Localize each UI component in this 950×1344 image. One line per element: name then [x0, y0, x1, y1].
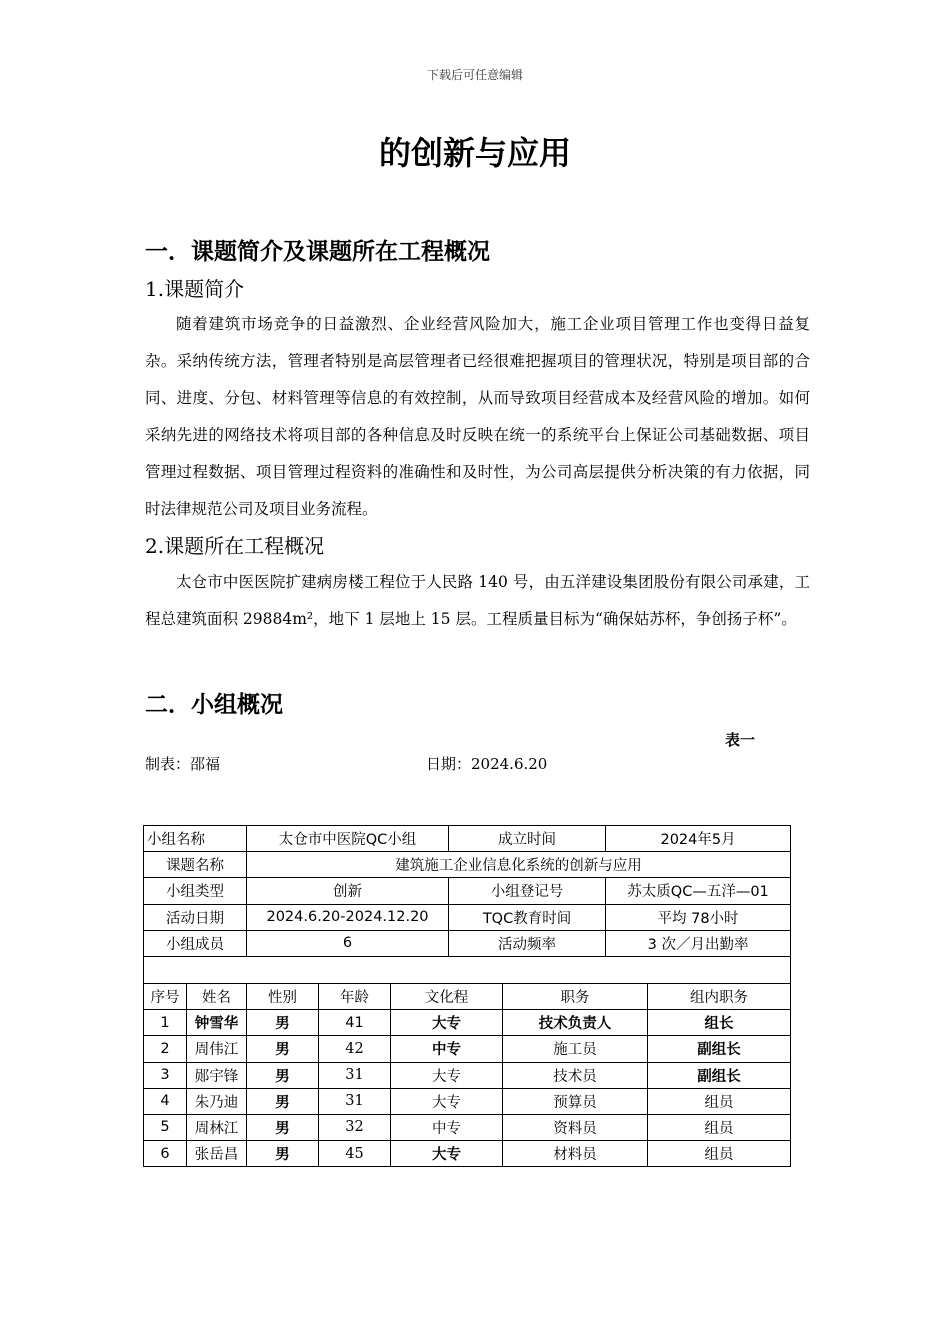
member-age: 45: [319, 1141, 391, 1167]
header-note: 下载后可任意编辑: [426, 68, 523, 82]
member-age: 31: [319, 1088, 391, 1114]
member-gender: 男: [247, 1088, 319, 1114]
member-age: 31: [319, 1062, 391, 1088]
group-name-label: 小组名称: [144, 826, 247, 852]
topic-value: 建筑施工企业信息化系统的创新与应用: [247, 852, 791, 878]
subsection-2-heading: 2.课题所在工程概况: [145, 534, 325, 558]
table-row: [144, 956, 791, 983]
group-overview-table: [143, 825, 790, 1167]
member-name: 张岳昌: [187, 1141, 247, 1167]
table-row: [144, 930, 791, 956]
founded-value: 2024年5月: [606, 826, 791, 852]
member-group-role: 组员: [648, 1141, 791, 1167]
member-name: 朱乃迪: [187, 1088, 247, 1114]
member-index: 4: [144, 1088, 187, 1114]
member-group-role: 组员: [648, 1114, 791, 1140]
table-row: [144, 878, 791, 904]
member-position: 预算员: [503, 1088, 648, 1114]
member-gender: 男: [247, 1114, 319, 1140]
member-name: 周伟江: [187, 1036, 247, 1062]
subsection-2-text: 太仓市中医医院扩建病房楼工程位于人民路 140 号，由五洋建设集团股份有限公司承建，工程总建筑面积 29884m²，地下 1 层地上 15 层。工程质量目标为“确保姑苏杯，争创扬子杯”。: [145, 573, 810, 628]
registration-label: 小组登记号: [449, 878, 606, 904]
header-education: 文化程: [391, 983, 503, 1009]
member-education: 大专: [391, 1010, 503, 1036]
member-position: 材料员: [503, 1141, 648, 1167]
table-row: [144, 1088, 791, 1114]
group-type-value: 创新: [247, 878, 449, 904]
group-type-label: 小组类型: [144, 878, 247, 904]
table-row: [144, 826, 791, 852]
member-position: 施工员: [503, 1036, 648, 1062]
member-education: 中专: [391, 1114, 503, 1140]
member-gender: 男: [247, 1010, 319, 1036]
member-index: 5: [144, 1114, 187, 1140]
member-name: 周林江: [187, 1114, 247, 1140]
header-name: 姓名: [187, 983, 247, 1009]
founded-label: 成立时间: [449, 826, 606, 852]
table-row: [144, 1062, 791, 1088]
member-age: 32: [319, 1114, 391, 1140]
member-header-row: [144, 983, 791, 1009]
member-education: 大专: [391, 1141, 503, 1167]
document-title: 的创新与应用: [378, 134, 571, 172]
member-name: 郧宇锋: [187, 1062, 247, 1088]
blank-row: [144, 956, 791, 983]
header-age: 年龄: [319, 983, 391, 1009]
table-date: 日期：2024.6.20: [426, 755, 548, 773]
member-position: 技术负责人: [503, 1010, 648, 1036]
member-age: 41: [319, 1010, 391, 1036]
member-position: 资料员: [503, 1114, 648, 1140]
member-name: 钟雪华: [187, 1010, 247, 1036]
member-gender: 男: [247, 1036, 319, 1062]
section-1-heading: 一．课题简介及课题所在工程概况: [145, 239, 490, 265]
subsection-1-heading: 1.课题简介: [145, 277, 245, 301]
member-index: 2: [144, 1036, 187, 1062]
header-index: 序号: [144, 983, 187, 1009]
table-maker: 制表：邵福: [145, 755, 221, 773]
member-education: 大专: [391, 1062, 503, 1088]
subsection-1-text: 随着建筑市场竞争的日益激烈、企业经营风险加大，施工企业项目管理工作也变得日益复杂。采纳传统方法，管理者特别是高层管理者已经很难把握项目的管理状况，特别是项目部的合同、进度、分包、材料管理等信息的有效控制，从而导致项目经营成本及经营风险的增加。如何采纳先进的网络技术将项目部的各种信息及时反映在统一的系统平台上保证公司基础数据、项目管理过程数据、项目管理过程资料的准确性和及时性，为公司高层提供分析决策的有力依据，同时法律规范公司及项目业务流程。: [145, 315, 810, 518]
member-index: 6: [144, 1141, 187, 1167]
member-group-role: 副组长: [648, 1036, 791, 1062]
member-gender: 男: [247, 1141, 319, 1167]
header-group-role: 组内职务: [648, 983, 791, 1009]
member-index: 1: [144, 1010, 187, 1036]
frequency-label: 活动频率: [449, 930, 606, 956]
member-group-role: 组员: [648, 1088, 791, 1114]
member-education: 大专: [391, 1088, 503, 1114]
member-group-role: 组长: [648, 1010, 791, 1036]
group-name-value: 太仓市中医院QC小组: [247, 826, 449, 852]
member-age: 42: [319, 1036, 391, 1062]
table-row: [144, 1141, 791, 1167]
frequency-value: 3 次／月出勤率: [606, 930, 791, 956]
section-2-heading: 二．小组概况: [145, 692, 283, 718]
member-education: 中专: [391, 1036, 503, 1062]
table-row: [144, 1010, 791, 1036]
activity-date-value: 2024.6.20-2024.12.20: [247, 904, 449, 930]
tqc-hours-value: 平均 78小时: [606, 904, 791, 930]
member-group-role: 副组长: [648, 1062, 791, 1088]
table-row: [144, 904, 791, 930]
registration-value: 苏太质QC—五洋—01: [606, 878, 791, 904]
tqc-hours-label: TQC教育时间: [449, 904, 606, 930]
table-row: [144, 1036, 791, 1062]
table-row: [144, 1114, 791, 1140]
member-gender: 男: [247, 1062, 319, 1088]
table-label: 表一: [725, 731, 756, 749]
members-count-label: 小组成员: [144, 930, 247, 956]
header-gender: 性别: [247, 983, 319, 1009]
table-row: [144, 852, 791, 878]
members-count-value: 6: [247, 930, 449, 956]
member-index: 3: [144, 1062, 187, 1088]
header-position: 职务: [503, 983, 648, 1009]
topic-label: 课题名称: [144, 852, 247, 878]
member-position: 技术员: [503, 1062, 648, 1088]
activity-date-label: 活动日期: [144, 904, 247, 930]
